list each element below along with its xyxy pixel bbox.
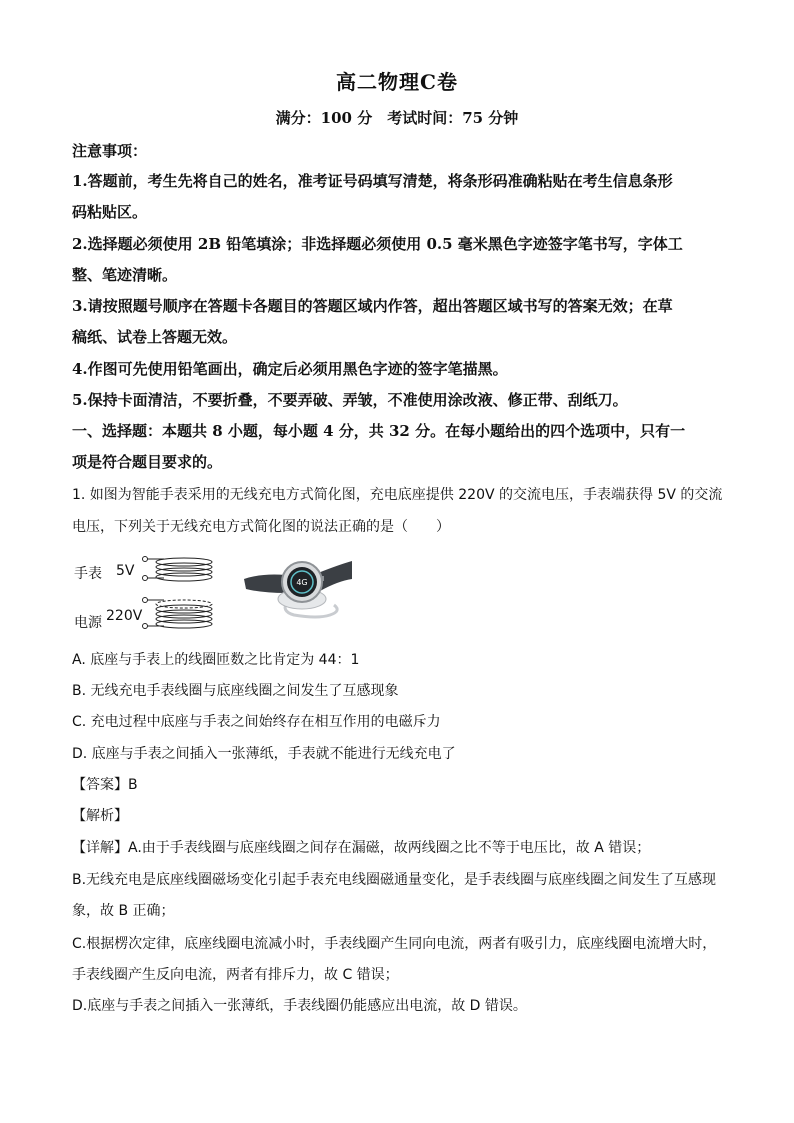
section-1-heading-line-1: 一、选择题：本题共 8 小题，每小题 4 分，共 32 分。在每小题给出的四个选项中，只有一: [72, 422, 686, 440]
smartwatch-photo: [242, 549, 354, 623]
note-2-line-2: 整、笔迹清晰。: [72, 266, 178, 284]
note-3-line-1: 3.请按照题号顺序在答题卡各题目的答题区域内作答，超出答题区域书写的答案无效；在草: [72, 297, 673, 315]
note-1-line-2: 码粘贴区。: [72, 203, 148, 221]
source-voltage-label: 220V: [106, 608, 143, 624]
detail-b-line-2: 象，故 B 正确；: [72, 903, 175, 919]
source-label: 电源: [74, 615, 102, 631]
notes-heading: 注意事项：: [72, 142, 148, 160]
watch-label: 手表: [74, 566, 102, 582]
coil-svg: [74, 550, 224, 632]
detail-b-line-1: B.无线充电是底座线圈磁场变化引起手表充电线圈磁通量变化，是手表线圈与底座线圈之间发生了互感现: [72, 872, 717, 888]
question-1-stem-line-1: 1. 如图为智能手表采用的无线充电方式简化图，充电底座提供 220V 的交流电压，手表端获得 5V 的交流: [72, 487, 723, 503]
note-2-line-1: 2.选择题必须使用 2B 铅笔填涂；非选择题必须使用 0.5 毫米黑色字迹签字笔书写，字体工: [72, 235, 683, 253]
detail-a: 【详解】A.由于手表线圈与底座线圈之间存在漏磁，故两线圈之比不等于电压比，故 A 错误；: [72, 840, 651, 856]
detail-c-line-2: 手表线圈产生反向电流，两者有排斥力，故 C 错误；: [72, 967, 399, 983]
note-4: 4.作图可先使用铅笔画出，确定后必须用黑色字迹的签字笔描黑。: [72, 360, 508, 378]
question-1-stem-line-2: 电压，下列关于无线充电方式简化图的说法正确的是（ ）: [72, 519, 450, 535]
note-5: 5.保持卡面清洁，不要折叠，不要弄破、弄皱，不准使用涂改液、修正带、刮纸刀。: [72, 391, 628, 409]
option-b: B. 无线充电手表线圈与底座线圈之间发生了互感现象: [72, 683, 399, 699]
note-1-line-1: 1.答题前，考生先将自己的姓名，准考证号码填写清楚，将条形码准确粘贴在考生信息条形: [72, 172, 673, 190]
base-coil-icon: [143, 598, 213, 629]
detail-d: D.底座与手表之间插入一张薄纸，手表线圈仍能感应出电流，故 D 错误。: [72, 998, 527, 1014]
watch-coil-icon: [143, 557, 213, 582]
coil-diagram: [74, 550, 224, 632]
analysis-heading: 【解析】: [72, 808, 128, 824]
option-c: C. 充电过程中底座与手表之间始终存在相互作用的电磁斥力: [72, 714, 441, 730]
watch-face-text: 4G: [296, 578, 308, 587]
answer-line: 【答案】B: [72, 777, 138, 793]
option-a: A. 底座与手表上的线圈匝数之比肯定为 44：1: [72, 652, 360, 668]
exam-subtitle: 满分：100 分 考试时间：75 分钟: [275, 109, 519, 127]
exam-title: 高二物理C卷: [336, 70, 458, 94]
watch-voltage-label: 5V: [116, 563, 135, 579]
option-d: D. 底座与手表之间插入一张薄纸，手表就不能进行无线充电了: [72, 746, 456, 762]
note-3-line-2: 稿纸、试卷上答题无效。: [72, 328, 238, 346]
section-1-heading-line-2: 项是符合题目要求的。: [72, 453, 223, 471]
detail-c-line-1: C.根据楞次定律，底座线圈电流减小时，手表线圈产生同向电流，两者有吸引力，底座线圈电流增大时，: [72, 936, 717, 952]
